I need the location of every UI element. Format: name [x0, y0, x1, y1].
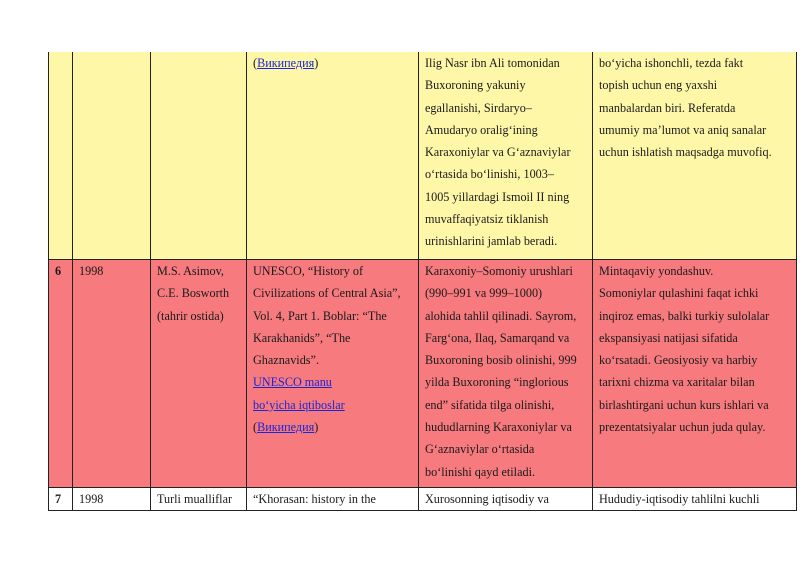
year-cell: 1998 [73, 488, 151, 511]
content-line: alohida tahlil qilinadi. Sayrom, [425, 308, 577, 323]
content-line: Karaxoniylar va G‘aznaviylar [425, 145, 571, 160]
number-cell: 6 [49, 260, 73, 488]
source-cell [247, 52, 419, 260]
assessment-cell [593, 260, 797, 488]
content-line: yilda Buxoroning “inglorious [425, 375, 569, 390]
source-cell [247, 260, 419, 488]
content-line: bo‘linishi qayd etiladi. [425, 464, 536, 479]
assessment-line: bo‘yicha ishonchli, tezda fakt [599, 56, 744, 70]
assessment-line: prezentatsiyalar uchun juda qulay. [599, 420, 766, 435]
assessment-line: Somoniylar qulashini faqat ichki [599, 286, 759, 301]
content-line: Buxoroning bosib olinishi, 999 [425, 353, 577, 368]
number-cell [49, 52, 73, 260]
wikipedia-link[interactable]: Википедия [257, 56, 315, 70]
unesco-citations-link[interactable]: UNESCO manu [253, 375, 332, 390]
content-line: Karaxoniy–Somoniy urushlari [425, 264, 573, 278]
content-line: egallanishi, Sirdaryo– [425, 100, 532, 115]
assessment-line: uchun ishlatish maqsadga muvofiq. [599, 145, 772, 160]
author-cell [151, 260, 247, 488]
assessment-line: tarixni chizma va xaritalar bilan [599, 375, 755, 390]
table-row-7 [49, 488, 797, 511]
year-cell [73, 52, 151, 260]
source-line-link [253, 371, 412, 393]
content-line: o‘rtasida bo‘linishi, 1003– [425, 167, 554, 182]
author-line: C.E. Bosworth [157, 286, 230, 301]
content-line: muvaffaqiyatsiz tiklanish [425, 212, 549, 227]
assessment-cell: Hududiy-iqtisodiy tahlilni kuchli [593, 488, 797, 511]
source-line-wiki: (Википедия) [253, 420, 319, 435]
table-row-continued [49, 52, 797, 260]
content-line: Amudaryo oralig‘ining [425, 122, 538, 137]
author-line: M.S. Asimov, [157, 264, 224, 278]
assessment-cell [593, 52, 797, 260]
wikipedia-link[interactable]: Википедия [257, 420, 315, 435]
content-cell: Xurosonning iqtisodiy va [419, 488, 593, 511]
content-cell [419, 260, 593, 488]
sources-table [48, 52, 797, 511]
assessment-line: ekspansiyasi natijasi sifatida [599, 330, 738, 345]
content-line: (990–991 va 999–1000) [425, 286, 543, 301]
assessment-line: inqiroz emas, balki turkiy sulolalar [599, 308, 770, 323]
content-cell [419, 52, 593, 260]
paren-open: ( [253, 56, 258, 70]
source-line: Civilizations of Central Asia”, [253, 286, 401, 301]
year-cell: 1998 [73, 260, 151, 488]
table-row-6 [49, 260, 797, 488]
content-line: Buxoroning yakuniy [425, 78, 526, 93]
content-line: Farg‘ona, Ilaq, Samarqand va [425, 330, 570, 345]
content-line: 1005 yillardagi Ismoil II ning [425, 189, 570, 204]
content-line: G‘aznaviylar o‘rtasida [425, 442, 535, 457]
assessment-line: ko‘rsatadi. Geosiyosiy va harbiy [599, 353, 758, 368]
content-line: urinishlarini jamlab beradi. [425, 234, 558, 249]
assessment-line: birlashtirgani uchun kurs ishlari va [599, 397, 769, 412]
unesco-citations-link-cont[interactable]: bo‘yicha iqtiboslar [253, 397, 345, 412]
content-line: hududlarning Karaxoniylar va [425, 420, 572, 435]
assessment-line: umumiy ma’lumot va aniq sanalar [599, 122, 767, 137]
author-cell [151, 52, 247, 260]
source-line-link [253, 394, 412, 416]
number-cell: 7 [49, 488, 73, 511]
source-line: UNESCO, “History of [253, 264, 364, 278]
source-line: Ghaznavids”. [253, 353, 319, 368]
assessment-line: manbalardan biri. Referatda [599, 100, 736, 115]
source-line: Karakhanids”, “The [253, 330, 351, 345]
assessment-line: topish uchun eng yaxshi [599, 78, 718, 93]
source-cell: “Khorasan: history in the [247, 488, 419, 511]
assessment-line: Mintaqaviy yondashuv. [599, 264, 714, 278]
source-line: Vol. 4, Part 1. Boblar: “The [253, 308, 387, 323]
author-line: (tahrir ostida) [157, 308, 224, 323]
content-line: end” sifatida tilga olinishi, [425, 397, 555, 412]
paren-close: ) [314, 56, 319, 70]
author-cell: Turli mualliflar [151, 488, 247, 511]
content-line: Ilig Nasr ibn Ali tomonidan [425, 56, 560, 70]
